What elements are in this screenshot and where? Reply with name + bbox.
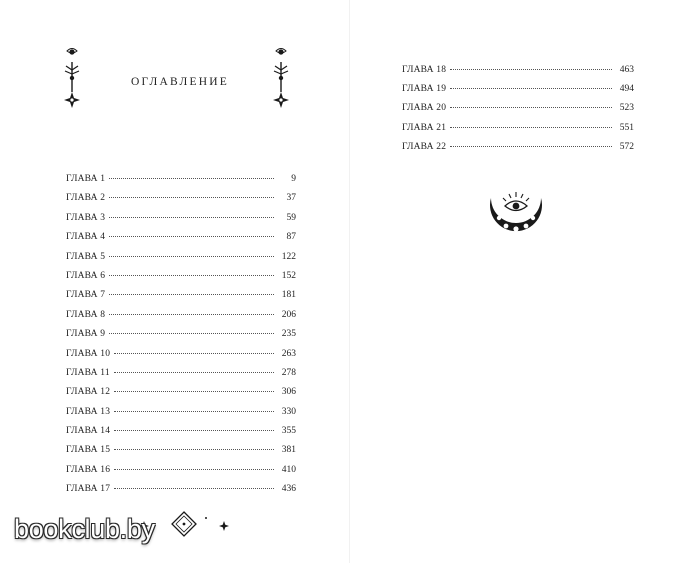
dot-leader	[450, 88, 612, 89]
chapter-label: ГЛАВА 2	[66, 193, 106, 204]
dot-leader	[109, 217, 274, 218]
page-number: 152	[281, 270, 296, 281]
dot-leader	[114, 488, 274, 489]
page-number: 37	[286, 193, 296, 204]
dot-leader	[114, 469, 274, 470]
page-number: 263	[281, 348, 296, 359]
page-gutter	[349, 0, 350, 563]
page-number: 306	[281, 387, 296, 398]
chapter-label: ГЛАВА 15	[66, 445, 111, 456]
chapter-label: ГЛАВА 5	[66, 251, 106, 262]
dot-leader	[109, 333, 274, 334]
chapter-label: ГЛАВА 13	[66, 406, 111, 417]
page-number: 463	[619, 65, 634, 75]
site-watermark: bookclub.by	[14, 514, 155, 544]
toc-entry[interactable]	[402, 84, 634, 103]
dot-leader	[450, 127, 612, 128]
chapter-label: ГЛАВА 21	[402, 122, 447, 133]
page-number: 59	[286, 212, 296, 223]
toc-entry[interactable]	[402, 103, 634, 122]
dot-leader	[450, 107, 612, 108]
dot-leader	[450, 69, 612, 70]
chapter-label: ГЛАВА 10	[66, 348, 111, 359]
toc-entry[interactable]	[402, 123, 634, 142]
page-number: 551	[619, 122, 634, 133]
toc-entry[interactable]	[66, 329, 296, 348]
dot-leader	[114, 372, 274, 373]
page-number: 436	[281, 484, 296, 495]
page-number: 278	[281, 367, 296, 378]
toc-entry[interactable]	[66, 407, 296, 426]
dot-leader	[109, 256, 274, 257]
page-number: 87	[286, 232, 296, 243]
chapter-label: ГЛАВА 9	[66, 329, 106, 340]
toc-entry[interactable]	[66, 232, 296, 251]
dot-leader	[109, 197, 274, 198]
toc-entry[interactable]	[66, 252, 296, 271]
toc-entry[interactable]	[66, 271, 296, 290]
toc-entry[interactable]	[66, 174, 296, 193]
toc-entry[interactable]	[402, 142, 634, 161]
dot-leader	[109, 294, 274, 295]
chapter-label: ГЛАВА 18	[402, 65, 447, 75]
chapter-label: ГЛАВА 12	[66, 387, 111, 398]
page-number: 9	[291, 174, 296, 184]
chapter-label: ГЛАВА 3	[66, 212, 106, 223]
page-number: 355	[281, 426, 296, 437]
toc-entry[interactable]	[402, 65, 634, 84]
chapter-label: ГЛАВА 6	[66, 270, 106, 281]
chapter-label: ГЛАВА 17	[66, 484, 111, 495]
toc-entry[interactable]	[66, 310, 296, 329]
toc-heading: ОГЛАВЛЕНИЕ	[131, 76, 229, 88]
crescent-moon-eye-ornament-icon	[56, 40, 88, 116]
dot-leader	[450, 146, 612, 147]
chapter-label: ГЛАВА 1	[66, 174, 106, 184]
dot-leader	[114, 449, 274, 450]
toc-list-right	[402, 65, 634, 161]
page-number: 330	[281, 406, 296, 417]
toc-entry[interactable]	[66, 290, 296, 309]
toc-entry[interactable]	[66, 368, 296, 387]
toc-entry[interactable]	[66, 213, 296, 232]
dot-leader	[109, 236, 274, 237]
chapter-label: ГЛАВА 19	[402, 84, 447, 95]
dot-leader	[114, 430, 274, 431]
page-number: 206	[281, 309, 296, 320]
chapter-label: ГЛАВА 8	[66, 309, 106, 320]
chapter-label: ГЛАВА 22	[402, 141, 447, 152]
toc-entry[interactable]	[66, 193, 296, 212]
page-number: 572	[619, 141, 634, 152]
dot-leader	[109, 275, 274, 276]
page-number: 122	[281, 251, 296, 262]
chapter-label: ГЛАВА 4	[66, 232, 106, 243]
dot-leader	[114, 353, 274, 354]
chapter-label: ГЛАВА 14	[66, 426, 111, 437]
dot-leader	[109, 314, 274, 315]
dot-leader	[114, 391, 274, 392]
page-number: 381	[281, 445, 296, 456]
chapter-label: ГЛАВА 16	[66, 464, 111, 475]
page-number: 181	[281, 290, 296, 301]
page-number: 235	[281, 329, 296, 340]
chapter-label: ГЛАВА 20	[402, 103, 447, 114]
toc-entry[interactable]	[66, 426, 296, 445]
toc-entry[interactable]	[66, 465, 296, 484]
toc-entry[interactable]	[66, 484, 296, 503]
toc-list-left	[66, 174, 296, 504]
chapter-label: ГЛАВА 7	[66, 290, 106, 301]
toc-entry[interactable]	[66, 445, 296, 464]
crescent-moon-eye-ornament-icon	[265, 40, 297, 116]
dot-leader	[114, 411, 274, 412]
page-number: 410	[281, 464, 296, 475]
dot-leader	[109, 178, 274, 179]
page-number: 494	[619, 84, 634, 95]
page-number: 523	[619, 103, 634, 114]
toc-entry[interactable]	[66, 387, 296, 406]
chapter-label: ГЛАВА 11	[66, 367, 110, 378]
crescent-moon-emblem-icon	[487, 184, 545, 242]
toc-entry[interactable]	[66, 349, 296, 368]
